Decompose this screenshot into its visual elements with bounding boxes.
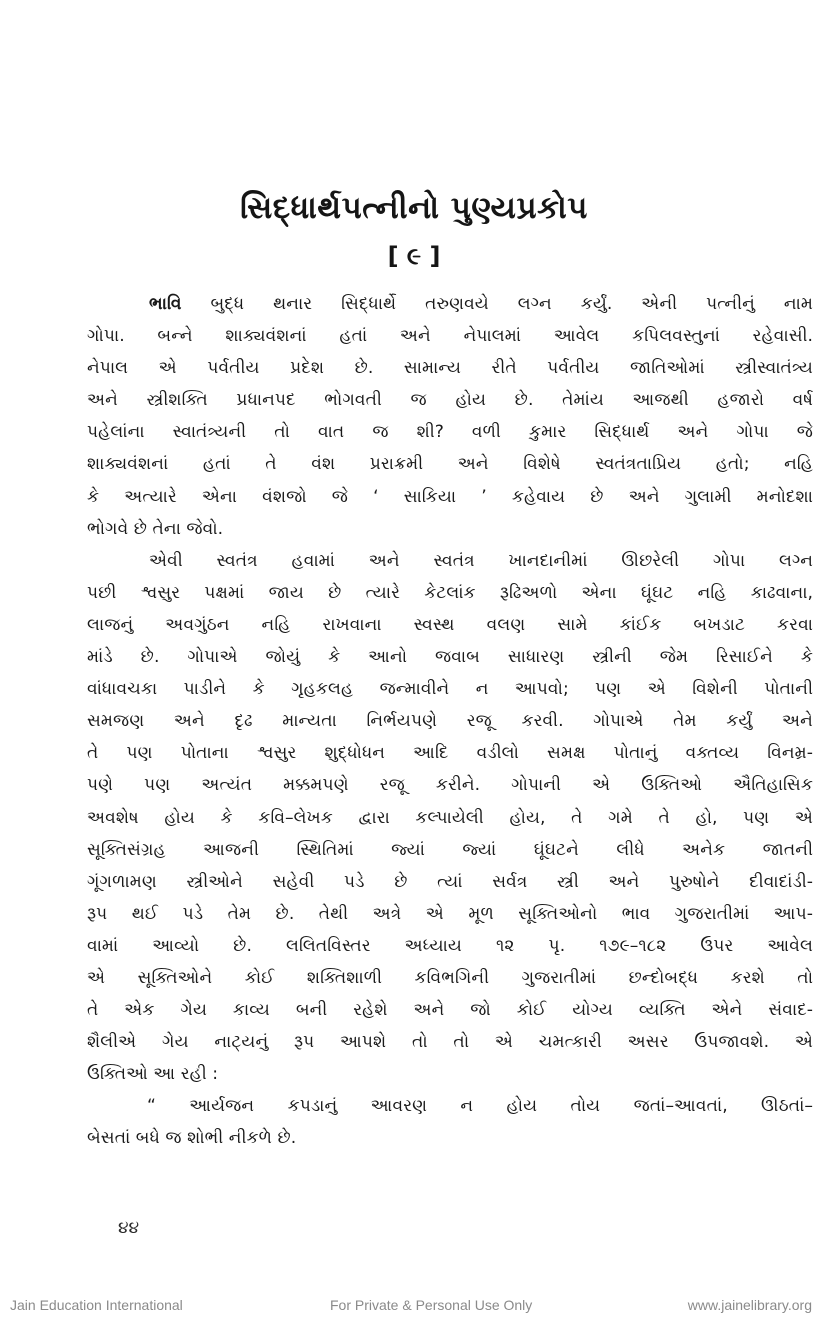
text-line: પહેલાંના સ્વાતંત્ર્યની તો વાત જ શી? વળી કુમાર સિદ્ધાર્થ અને ગોપા જે — [87, 422, 813, 443]
lead-word: ભાવિ — [149, 294, 182, 314]
body-text — [87, 288, 813, 1155]
text-line: ગૂંગળામણ સ્ત્રીઓને સહેવી પડે છે ત્યાં સર્વત્ર સ્ત્રી અને પુરુષોને દીવાદાંડી- — [87, 871, 813, 892]
quote-paragraph — [87, 1090, 813, 1154]
text-line: લાજનું અવગુંઠન નહિ રાખવાના સ્વસ્થ વલણ સામે કાંઈક બખડાટ કરવા — [87, 614, 813, 635]
text-line: ભોગવે છે તેના જેવો. — [87, 518, 224, 539]
text-line: સમજણ અને દૃઢ માન્યતા નિર્ભયપણે રજૂ કરવી. ગોપાએ તેમ કર્યું અને — [87, 711, 813, 732]
text-line: “ આર્યજન કપડાનું આવરણ ન હોય તોય જતાં–આવતાં, ઊઠતાં– — [147, 1096, 813, 1117]
text-line: શૈલીએ ગેય નાટ્યનું રૂપ આપશે તો તો એ ચમત્કારી અસર ઉપજાવશે. એ — [87, 1032, 813, 1053]
text-line: અને સ્ત્રીશક્તિ પ્રધાનપદ ભોગવતી જ હોય છે. તેમાંય આજથી હજારો વર્ષ — [87, 390, 813, 411]
text-line: શાક્યવંશનાં હતાં તે વંશ પ્રરાક્રમી અને વિશેષે સ્વતંત્રતાપ્રિય હતો; નહિ — [87, 454, 813, 475]
text-line: સૂક્તિસંગ્રહ આજની સ્થિતિમાં જ્યાં જ્યાં ઘૂંઘટને લીધે અનેક જાતની — [87, 839, 813, 860]
text-line: તે પણ પોતાના શ્વસુર શુદ્ધોધન આદિ વડીલો સમક્ષ પોતાનું વક્તવ્ય વિનમ્ર- — [87, 743, 813, 764]
text-line: એવી સ્વતંત્ર હવામાં અને સ્વતંત્ર ખાનદાનીમાં ઊછરેલી ગોપા લગ્ન — [149, 550, 813, 571]
chapter-title: સિદ્ધાર્થપત્નીનો પુણ્યપ્રકોપ — [240, 190, 588, 226]
text-line: બેસતાં બધે જ શોભી નીકળે છે. — [87, 1128, 297, 1149]
text-line: ઉક્તિઓ આ રહી : — [87, 1064, 219, 1085]
footer-publisher: Jain Education International — [10, 1297, 183, 1313]
text-line: પણે પણ અત્યંત મક્કમપણે રજૂ કરીને. ગોપાની એ ઉક્તિઓ ઐતિહાસિક — [87, 775, 813, 796]
text-line: અવશેષ હોય કે કવિ–લેખક દ્વારા કલ્પાયેલી હોય, તે ગમે તે હો, પણ એ — [87, 807, 813, 828]
text-line: કે અત્યારે એના વંશજો જે ‘ સાકિયા ’ કહેવાય છે અને ગુલામી મનોદશા — [87, 486, 813, 507]
text-line: તે એક ગેય કાવ્ય બની રહેશે અને જો કોઈ યોગ્ય વ્યક્તિ એને સંવાદ- — [87, 1000, 813, 1021]
text-line: નેપાલ એ પર્વતીય પ્રદેશ છે. સામાન્ય રીતે પર્વતીય જાતિઓમાં સ્ત્રીસ્વાતંત્ર્ય — [87, 358, 813, 379]
footer — [0, 1297, 828, 1319]
chapter-number: [ ૯ ] — [387, 242, 441, 270]
text-line: ગોપા. બન્ને શાક્યવંશનાં હતાં અને નેપાલમાં આવેલ કપિલવસ્તુનાં રહેવાસી. — [87, 326, 813, 347]
paragraph-2 — [87, 545, 813, 1091]
text-line: પછી શ્વસુર પક્ષમાં જાય છે ત્યારે કેટલાંક રૂઢિઅળો એના ઘૂંઘટ નહિ કાઢવાના, — [87, 582, 813, 603]
text-line: એ સૂક્તિઓને કોઈ શક્તિશાળી કવિભગિની ગુજરાતીમાં છન્દોબદ્ધ કરશે તો — [87, 967, 813, 988]
paragraph-1 — [87, 288, 813, 545]
text-line: રૂપ થઈ પડે તેમ છે. તેથી અત્રે એ મૂળ સૂક્તિઓનો ભાવ ગુજરાતીમાં આપ- — [87, 903, 813, 924]
page-number: ૪૪ — [118, 1218, 140, 1238]
footer-website-link[interactable]: www.jainelibrary.org — [687, 1297, 812, 1313]
text-line: માંડે છે. ગોપાએ જોયું કે આનો જવાબ સાધારણ સ્ત્રીની જેમ રિસાઈને કે — [87, 647, 813, 668]
text-line: વામાં આવ્યો છે. લલિતવિસ્તર અધ્યાય ૧૨ પૃ. ૧૭૯–૧૮૨ ઉપર આવેલ — [87, 935, 813, 956]
text-line: ભાવિ બુદ્ધ થનાર સિદ્ધાર્થે તરુણવયે લગ્ન કર્યું. એની પત્નીનું નામ — [149, 294, 813, 314]
text-line: વાંધાવચકા પાડીને કે ગૃહકલહ જન્માવીને ન આપવો; પણ એ વિશેની પોતાની — [87, 679, 813, 700]
footer-usage-notice: For Private & Personal Use Only — [330, 1297, 533, 1313]
